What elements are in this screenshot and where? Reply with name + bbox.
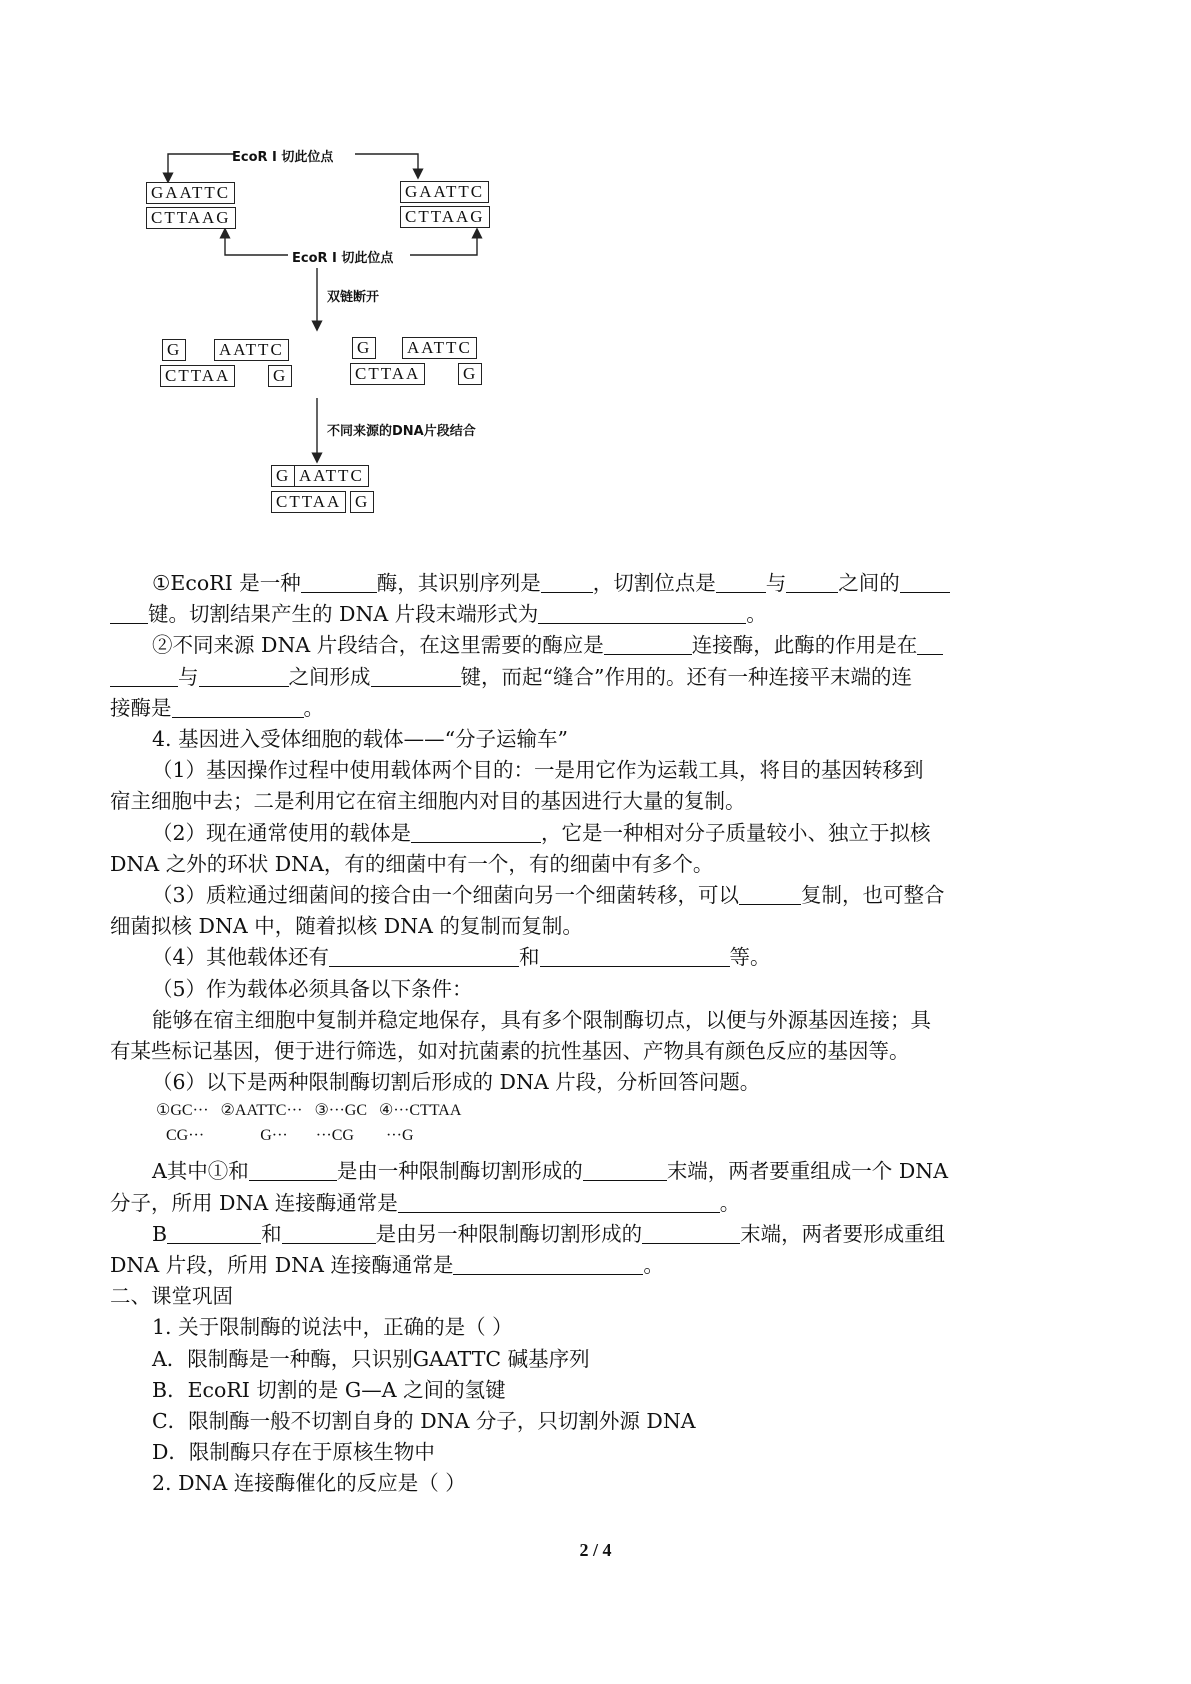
- c1-option-c[interactable]: C．限制酶一般不切割自身的 DNA 分子，只切割外源 DNA: [152, 1409, 696, 1434]
- blank[interactable]: [541, 572, 593, 593]
- blank[interactable]: [301, 572, 377, 593]
- q2-line2: 与 之间形成 键，而起“缝合”作用的。还有一种连接平末端的连: [110, 662, 1085, 693]
- blank[interactable]: [282, 1223, 376, 1244]
- s4-2-line1: （2）现在通常使用的载体是 ，它是一种相对分子质量较小、独立于拟核: [152, 820, 931, 845]
- blank[interactable]: [329, 946, 519, 967]
- joined-top-aattc: AATTC: [294, 465, 369, 487]
- top-cut-label: EcoR Ⅰ 切此位点: [232, 150, 334, 165]
- s4-5-body-line1: 能够在宿主细胞中复制并稳定地保存，具有多个限制酶切点，以便与外源基因连接；具: [152, 1007, 931, 1032]
- blank[interactable]: [411, 822, 541, 843]
- q2-line1: ②不同来源 DNA 片段结合，在这里需要的酶应是 连接酶，此酶的作用是在: [110, 630, 1085, 661]
- blank[interactable]: [900, 572, 950, 593]
- blank[interactable]: [453, 1254, 643, 1275]
- c1-option-d[interactable]: D．限制酶只存在于原核生物中: [152, 1440, 435, 1465]
- frag-aattc-1: AATTC: [214, 339, 289, 361]
- fragments-line2: CG··· G··· ···CG ···G: [166, 1127, 414, 1145]
- blank[interactable]: [199, 666, 289, 687]
- blank[interactable]: [249, 1160, 337, 1181]
- right-top-seq: GAATTC: [400, 181, 489, 203]
- s4-3-line2: 细菌拟核 DNA 中，随着拟核 DNA 的复制而复制。: [110, 914, 583, 939]
- blank[interactable]: [538, 603, 746, 624]
- blank[interactable]: [371, 666, 461, 687]
- s4-2-line2: DNA 之外的环状 DNA，有的细菌中有一个，有的细菌中有多个。: [110, 851, 714, 876]
- blank[interactable]: [172, 697, 304, 718]
- blank[interactable]: [786, 572, 838, 593]
- joined-bottom-g: G: [350, 491, 374, 513]
- frag-aattc-2: AATTC: [402, 337, 477, 359]
- c2-question: 2. DNA 连接酶催化的反应是（ ）: [152, 1471, 466, 1496]
- s4-1-line1: （1）基因操作过程中使用载体两个目的：一是用它作为运载工具，将目的基因转移到: [152, 758, 924, 783]
- s4-6: （6）以下是两种限制酶切割后形成的 DNA 片段，分析回答问题。: [152, 1070, 761, 1095]
- step2-label: 不同来源的DNA片段结合: [327, 424, 476, 439]
- frag-g-3: G: [352, 337, 376, 359]
- section-2-title: 二、课堂巩固: [110, 1284, 233, 1309]
- blank[interactable]: [110, 603, 148, 624]
- blank[interactable]: [604, 634, 692, 655]
- s4-5: （5）作为载体必须具备以下条件：: [152, 976, 473, 1001]
- blank[interactable]: [739, 884, 801, 905]
- q1-line2: 键。切割结果产生的 DNA 片段末端形式为 。: [110, 599, 1085, 630]
- ecori-diagram: [140, 140, 600, 560]
- qa-line2: 分子，所用 DNA 连接酶通常是 。: [110, 1190, 741, 1215]
- blank[interactable]: [540, 946, 730, 967]
- left-bottom-seq: CTTAAG: [146, 207, 236, 229]
- bottom-cut-label: EcoR Ⅰ 切此位点: [292, 251, 394, 266]
- qb-line1: B 和 是由另一种限制酶切割形成的 末端，两者要形成重组: [152, 1221, 946, 1246]
- blank[interactable]: [110, 666, 178, 687]
- frag-cttaa-1: CTTAA: [160, 365, 235, 387]
- blank[interactable]: [583, 1160, 667, 1181]
- q1-line1: ①EcoRI 是一种 酶，其识别序列是 ，切割位点是 与 之间的: [110, 568, 1085, 599]
- c1-option-a[interactable]: A．限制酶是一种酶，只识别GAATTC 碱基序列: [152, 1346, 590, 1371]
- s4-1-line2: 宿主细胞中去；二是利用它在宿主细胞内对目的基因进行大量的复制。: [110, 789, 746, 814]
- joined-bottom-cttaa: CTTAA: [271, 491, 346, 513]
- frag-g-4: G: [458, 363, 482, 385]
- s4-title: 4. 基因进入受体细胞的载体——“分子运输车”: [152, 727, 569, 752]
- joined-top-g: G: [271, 465, 295, 487]
- blank[interactable]: [398, 1192, 720, 1213]
- left-top-seq: GAATTC: [146, 182, 235, 204]
- blank[interactable]: [642, 1223, 740, 1244]
- blank[interactable]: [716, 572, 766, 593]
- step1-label: 双链断开: [327, 290, 380, 305]
- c1-question: 1. 关于限制酶的说法中，正确的是（ ）: [152, 1315, 513, 1340]
- c1-option-b[interactable]: B．EcoRI 切割的是 G—A 之间的氢键: [152, 1377, 506, 1402]
- qa-line1: A其中①和 是由一种限制酶切割形成的 末端，两者要重组成一个 DNA: [152, 1159, 949, 1184]
- page-number: 2 / 4: [579, 1540, 612, 1560]
- frag-cttaa-2: CTTAA: [350, 363, 425, 385]
- blank[interactable]: [917, 634, 943, 655]
- q2-line3: 接酶是 。: [110, 695, 324, 720]
- frag-g-1: G: [162, 339, 186, 361]
- frag-g-2: G: [268, 365, 292, 387]
- s4-3-line1: （3）质粒通过细菌间的接合由一个细菌向另一个细菌转移，可以 复制，也可整合: [152, 883, 945, 908]
- s4-4: （4）其他载体还有 和 等。: [152, 945, 771, 970]
- worksheet-body: [110, 568, 1085, 1500]
- right-bottom-seq: CTTAAG: [400, 206, 490, 228]
- qb-line2: DNA 片段，所用 DNA 连接酶通常是 。: [110, 1253, 664, 1278]
- fragments-line1: ①GC··· ②AATTC··· ③···GC ④···CTTAA: [156, 1102, 462, 1120]
- s4-5-body-line2: 有某些标记基因，便于进行筛选，如对抗菌素的抗性基因、产物具有颜色反应的基因等。: [110, 1039, 910, 1064]
- blank[interactable]: [167, 1223, 261, 1244]
